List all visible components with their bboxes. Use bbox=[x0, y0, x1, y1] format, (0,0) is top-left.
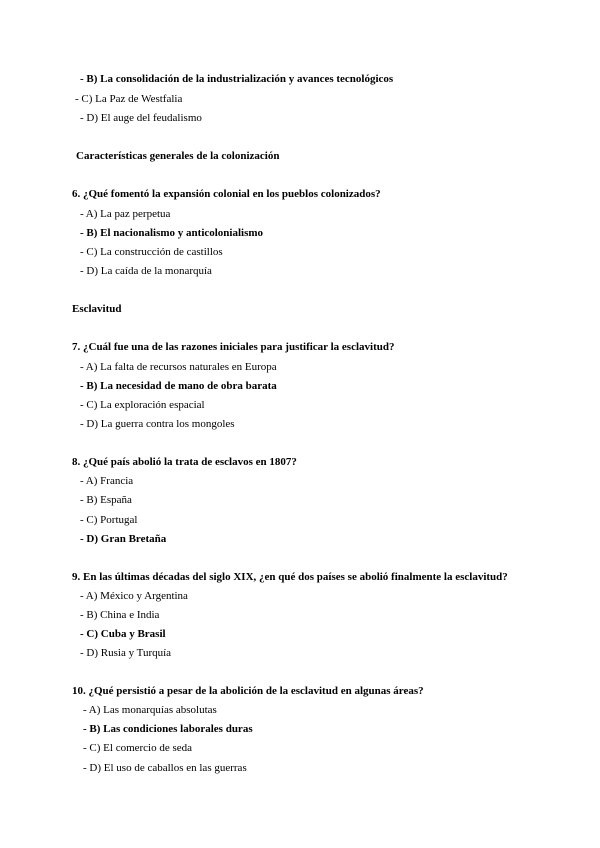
q6-option-b: - B) El nacionalismo y anticolonialismo bbox=[80, 227, 264, 239]
q8-option-c: - C) Portugal bbox=[80, 514, 138, 526]
q10-option-a: - A) Las monarquías absolutas bbox=[83, 704, 217, 716]
q10-option-d: - D) El uso de caballos en las guerras bbox=[83, 762, 247, 774]
q9-option-a: - A) México y Argentina bbox=[80, 590, 188, 602]
q9-option-d: - D) Rusia y Turquía bbox=[80, 647, 172, 659]
q5-option-c: - C) La Paz de Westfalia bbox=[75, 93, 183, 105]
q9-question: 9. En las últimas décadas del siglo XIX, ¿en qué dos países se abolió finalmente la esclavitud? bbox=[72, 571, 508, 583]
q10-option-b: - B) Las condiciones laborales duras bbox=[83, 723, 253, 735]
q8-option-a: - A) Francia bbox=[80, 475, 134, 487]
section-heading-esclavitud: Esclavitud bbox=[72, 303, 122, 315]
q6-question: 6. ¿Qué fomentó la expansión colonial en los pueblos colonizados? bbox=[72, 188, 381, 200]
q10-option-c: - C) El comercio de seda bbox=[83, 742, 193, 754]
q7-option-d: - D) La guerra contra los mongoles bbox=[80, 418, 235, 430]
q5-option-b: - B) La consolidación de la industrialización y avances tecnológicos bbox=[80, 73, 394, 85]
q9-option-b: - B) China e India bbox=[80, 609, 160, 621]
q9-option-c: - C) Cuba y Brasil bbox=[80, 628, 166, 640]
q7-option-a: - A) La falta de recursos naturales en Europa bbox=[80, 361, 277, 373]
q6-option-a: - A) La paz perpetua bbox=[80, 208, 171, 220]
q10-question: 10. ¿Qué persistió a pesar de la abolición de la esclavitud en algunas áreas? bbox=[72, 685, 424, 697]
q6-option-d: - D) La caída de la monarquía bbox=[80, 265, 212, 277]
q8-option-d: - D) Gran Bretaña bbox=[80, 533, 167, 545]
q8-question: 8. ¿Qué país abolió la trata de esclavos en 1807? bbox=[72, 456, 297, 468]
q7-option-c: - C) La exploración espacial bbox=[80, 399, 205, 411]
q8-option-b: - B) España bbox=[80, 494, 132, 506]
q6-option-c: - C) La construcción de castillos bbox=[80, 246, 223, 258]
section-heading-colonizacion: Características generales de la colonización bbox=[76, 150, 280, 162]
q7-question: 7. ¿Cuál fue una de las razones iniciales para justificar la esclavitud? bbox=[72, 341, 395, 353]
q7-option-b: - B) La necesidad de mano de obra barata bbox=[80, 380, 277, 392]
q5-option-d: - D) El auge del feudalismo bbox=[80, 112, 202, 124]
